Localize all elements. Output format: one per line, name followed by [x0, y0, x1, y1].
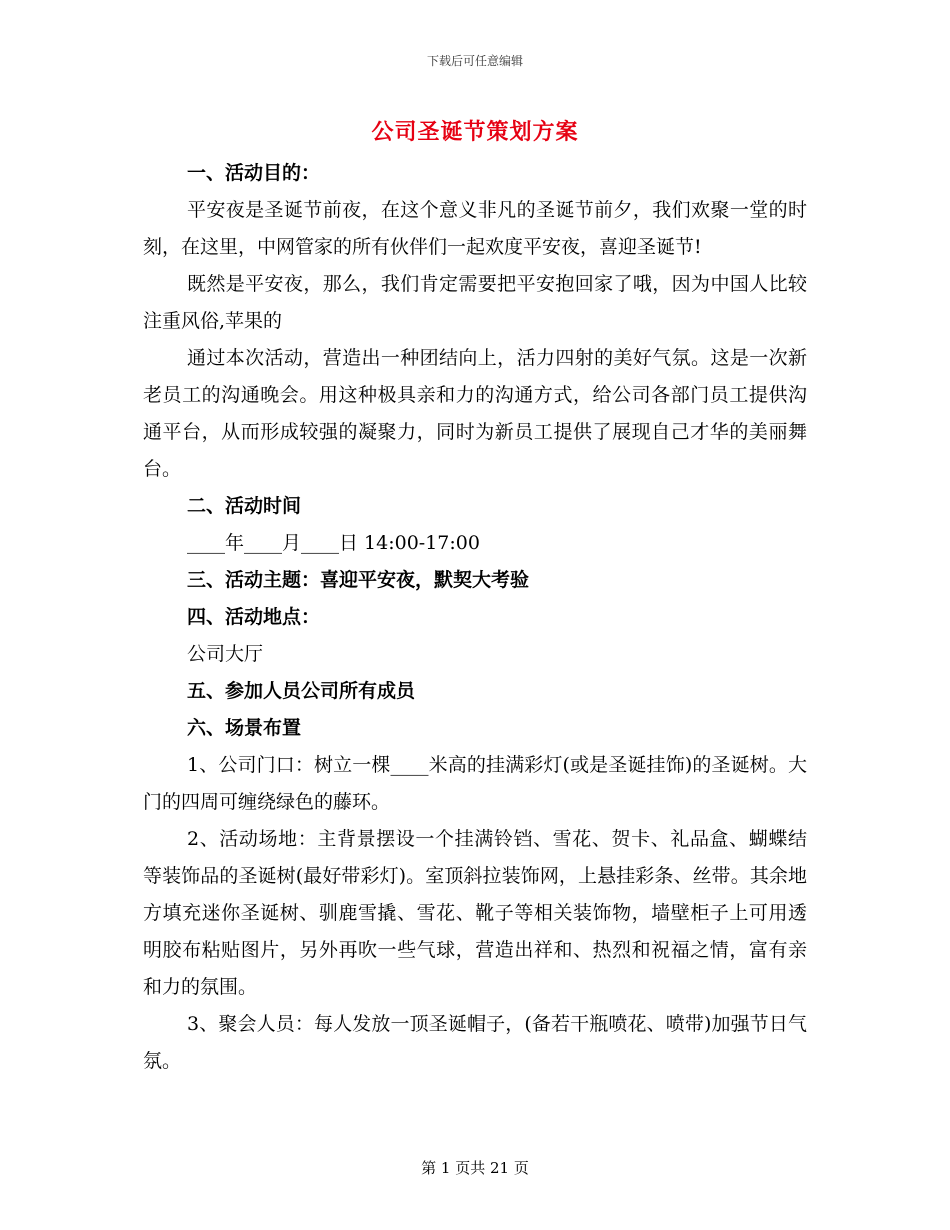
- paragraph-purpose-3: 通过本次活动，营造出一种团结向上，活力四射的美好气氛。这是一次新老员工的沟通晚会。用这种极具亲和力的沟通方式，给公司各部门员工提供沟通平台，从而形成较强的凝聚力，同时为新员工提供了展现自己才华的美丽舞台。: [143, 347, 807, 480]
- section-heading-participants: 五、参加人员公司所有成员: [187, 680, 416, 702]
- section-heading-location: 四、活动地点：: [187, 606, 321, 628]
- paragraph-location: 公司大厅: [187, 643, 264, 665]
- paragraph-decoration-3: 3、聚会人员：每人发放一顶圣诞帽子，(备若干瓶喷花、喷带)加强节日气氛。: [143, 1013, 807, 1072]
- section-heading-purpose: 一、活动目的：: [187, 162, 321, 184]
- section-heading-decoration: 六、场景布置: [187, 717, 302, 739]
- section-heading-theme: 三、活动主题：喜迎平安夜，默契大考验: [187, 569, 530, 591]
- paragraph-purpose-2: 既然是平安夜，那么，我们肯定需要把平安抱回家了哦，因为中国人比较注重风俗,苹果的: [143, 273, 807, 332]
- header-note: 下载后可任意编辑: [426, 54, 523, 68]
- paragraph-decoration-2: 2、活动场地：主背景摆设一个挂满铃铛、雪花、贺卡、礼品盒、蝴蝶结等装饰品的圣诞树(最好带彩灯)。室顶斜拉装饰网，上悬挂彩条、丝带。其余地方填充迷你圣诞树、驯鹿雪撬、雪花、靴子等相关装饰物，墙壁柜子上可用透明胶布粘贴图片，另外再吹一些气球，营造出祥和、热烈和祝福之情，富有亲和力的氛围。: [143, 828, 807, 998]
- paragraph-purpose-1: 平安夜是圣诞节前夜，在这个意义非凡的圣诞节前夕，我们欢聚一堂的时刻，在这里，中网管家的所有伙伴们一起欢度平安夜，喜迎圣诞节!: [143, 199, 807, 258]
- page-number-footer: 第 1 页共 21 页: [421, 1159, 529, 1177]
- paragraph-decoration-1: 1、公司门口：树立一棵____米高的挂满彩灯(或是圣诞挂饰)的圣诞树。大门的四周可缠绕绿色的藤环。: [143, 754, 807, 813]
- paragraph-time: ____年____月____日 14:00-17:00: [187, 532, 480, 554]
- document-title: 公司圣诞节策划方案: [371, 119, 579, 145]
- section-heading-time: 二、活动时间: [187, 495, 302, 517]
- document-body: [143, 155, 807, 1080]
